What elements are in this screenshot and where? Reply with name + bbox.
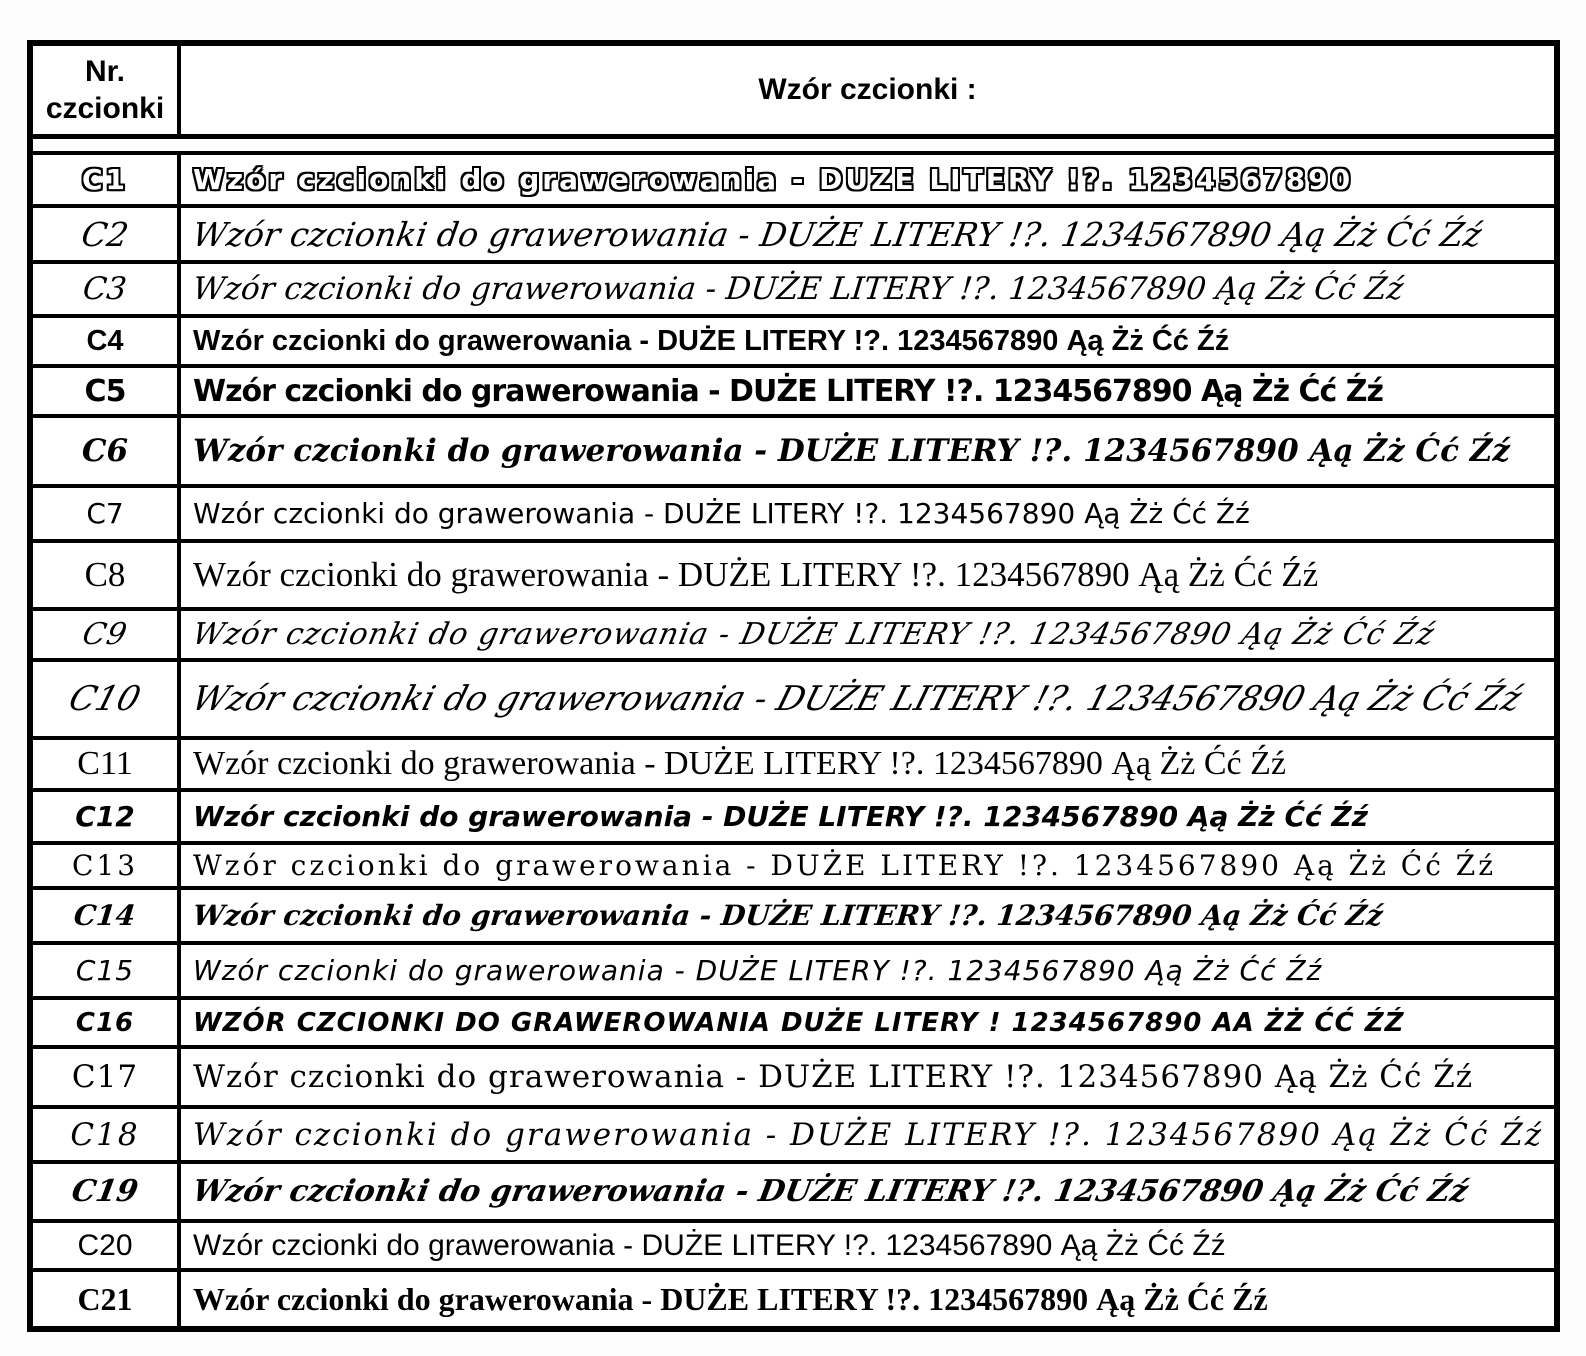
font-sample-cell (181, 890, 1554, 941)
table-row (33, 792, 1554, 845)
font-sample-text: Wzór czcionki do grawerowania - DUŻE LITERY !?. 1234567890 Ąą Żż Ćć Źź (187, 679, 1526, 719)
font-number: C12 (75, 800, 135, 833)
font-sample-text: Wzór czcionki do grawerowania - DUŻE LITERY !?. 1234567890 Ąą Żż Ćć Źź (193, 745, 1286, 782)
font-number: C6 (81, 433, 129, 469)
font-number-cell (33, 792, 181, 841)
font-sample-cell (181, 1164, 1554, 1219)
column-header-font-sample (181, 46, 1554, 134)
table-row (33, 1109, 1554, 1164)
font-sample-text: Wzór czcionki do grawerowania - DUŻE LITERY !?. 1234567890 Ąą Żż Ćć Źź (191, 271, 1405, 307)
font-sample-text: Wzór czcionki do grawerowania - DUŻE LITERY !?. 1234567890 Ąą Żż Ćć Źź (193, 1059, 1474, 1095)
table-row (33, 368, 1554, 418)
font-number-cell (33, 1272, 181, 1326)
font-number: C4 (86, 324, 124, 357)
font-number-cell (33, 945, 181, 996)
font-number: C16 (75, 1007, 135, 1038)
font-sample-text: Wzór czcionki do grawerowania - DUŻE LITERY !?. 1234567890 Ąą Żż Ćć Źź (193, 954, 1323, 987)
table-row (33, 662, 1554, 740)
font-sample-cell (181, 368, 1554, 414)
font-number: C21 (77, 1280, 133, 1317)
font-number-cell (33, 543, 181, 607)
font-number: C13 (71, 849, 139, 882)
font-sample-cell (181, 418, 1554, 484)
font-sample-table (27, 40, 1560, 1332)
font-sample-text: Wzór czcionki do grawerowania - DUŻE LITERY !?. 1234567890 Ąą Żż Ćć Źź (193, 497, 1250, 530)
spacer-row (33, 139, 1554, 155)
table-row (33, 1164, 1554, 1223)
font-sample-cell (181, 1272, 1554, 1326)
font-sample-text: Wzór czcionki do grawerowania - DUŻE LITERY !?. 1234567890 Ąą Żż Ćć Źź (193, 1228, 1226, 1262)
font-sample-text: Wzór czcionki do grawerowania - DUŻE LITERY !?. 1234567890 Ąą Żż Ćć Źź (193, 324, 1230, 357)
table-row (33, 890, 1554, 945)
font-number-cell (33, 1109, 181, 1160)
font-sample-text: Wzór czcionki do grawerowania - DUŻE LITERY !?. 1234567890 Ąą Żż Ćć Źź (193, 1280, 1268, 1317)
font-sample-text: Wzór czcionki do grawerowania - DUŻE LITERY !?. 1234567890 Ąą Żż Ćć Źź (193, 373, 1383, 409)
font-sample-text: Wzór czcionki do grawerowania - DUŻE LITERY !?. 1234567890 Ąą Żż Ćć Źź (193, 555, 1319, 594)
font-number-cell (33, 318, 181, 364)
table-row (33, 945, 1554, 1000)
font-number: C2 (78, 214, 132, 254)
table-row (33, 740, 1554, 792)
font-number: C5 (84, 373, 126, 409)
table-row (33, 1049, 1554, 1109)
font-number-cell (33, 1164, 181, 1219)
column-header-font-number (33, 46, 181, 134)
font-sample-cell (181, 488, 1554, 539)
font-number-cell (33, 740, 181, 788)
font-number: C1 (81, 163, 129, 196)
font-sample-cell (181, 264, 1554, 314)
font-sample-text: Wzór czcionki do grawerowania - DUŻE LITERY !?. 1234567890 Ąą Żż Ćć Źź (193, 800, 1368, 833)
font-sample-cell (181, 1000, 1554, 1045)
table-row (33, 264, 1554, 318)
font-number: C9 (79, 617, 131, 652)
font-number: C15 (75, 954, 135, 987)
font-sample-cell (181, 792, 1554, 841)
font-sample-text: Wzór czcionki do grawerowania - DUŻE LITERY !?. 1234567890 Ąą Żż Ćć Źź (189, 1174, 1471, 1209)
column-header-font-number-line2: czcionki (45, 92, 165, 125)
font-sample-cell (181, 155, 1554, 204)
font-number-cell (33, 845, 181, 886)
font-sample-text: Wzór czcionki do grawerowania - DUŻE LITERY !?. 1234567890 Ąą Żż Ćć Źź (191, 899, 1385, 932)
font-sample-text: Wzór czcionki do grawerowania - DUŻE LITERY !?. 1234567890 Ąą Żż Ćć Źź (189, 214, 1485, 254)
table-row (33, 318, 1554, 368)
font-number: C20 (77, 1228, 133, 1262)
font-number: C18 (70, 1116, 140, 1153)
font-sample-text: WZÓR CZCIONKI DO GRAWEROWANIA DUŻE LITERY ! 1234567890 AA ŻŻ ĆĆ ŹŹ (193, 1007, 1405, 1038)
font-sample-cell (181, 1109, 1554, 1160)
font-number-cell (33, 208, 181, 260)
font-sample-cell (181, 1049, 1554, 1105)
font-number: C10 (64, 679, 146, 719)
font-sample-text: Wzór czcionki do grawerowania - DUŻE LITERY !?. 1234567890 Ąą Żż Ćć Źź (193, 433, 1510, 469)
font-number-cell (33, 1049, 181, 1105)
font-sample-cell (181, 543, 1554, 607)
table-row (33, 845, 1554, 890)
font-number: C7 (86, 497, 124, 530)
font-number: C14 (72, 899, 138, 932)
font-number-cell (33, 155, 181, 204)
font-number-cell (33, 1000, 181, 1045)
font-number: C8 (84, 555, 126, 594)
font-sample-text: Wzór czcionki do grawerowania - DUŻE LITERY !?. 1234567890 Ąą Żż Ćć Źź (193, 849, 1496, 882)
table-row (33, 1223, 1554, 1272)
table-row (33, 543, 1554, 611)
table-row (33, 418, 1554, 488)
font-sample-cell (181, 1223, 1554, 1268)
font-number: C19 (69, 1174, 141, 1209)
font-number-cell (33, 662, 181, 736)
column-header-font-number-line1: Nr. (84, 54, 126, 88)
font-number: C17 (71, 1059, 139, 1095)
font-number-cell (33, 890, 181, 941)
font-sample-cell (181, 945, 1554, 996)
font-number-cell (33, 418, 181, 484)
font-sample-text: Wzór czcionki do grawerowania - DUZE LITERY !?. 1234567890 (193, 163, 1354, 196)
font-sample-text: Wzór czcionki do grawerowania - DUŻE LITERY !?. 1234567890 Ąą Żż Ćć Źź (193, 1116, 1544, 1153)
font-sample-cell (181, 611, 1554, 658)
table-row (33, 1000, 1554, 1049)
table-body (33, 155, 1554, 1326)
table-row (33, 155, 1554, 208)
font-sample-cell (181, 740, 1554, 788)
font-sample-cell (181, 318, 1554, 364)
table-row (33, 208, 1554, 264)
font-sample-cell (181, 662, 1554, 736)
table-row (33, 488, 1554, 543)
font-number-cell (33, 611, 181, 658)
font-number-cell (33, 1223, 181, 1268)
font-number: C3 (81, 271, 129, 307)
font-sample-cell (181, 208, 1554, 260)
font-sample-text: Wzór czcionki do grawerowania - DUŻE LITERY !?. 1234567890 Ąą Żż Ćć Źź (189, 617, 1438, 652)
font-number: C11 (77, 745, 133, 782)
font-number-cell (33, 488, 181, 539)
table-header-row (33, 46, 1554, 139)
table-row (33, 611, 1554, 662)
font-number-cell (33, 368, 181, 414)
font-number-cell (33, 264, 181, 314)
table-row (33, 1272, 1554, 1326)
column-header-font-sample-label: Wzór czcionki : (758, 73, 977, 106)
font-sample-cell (181, 845, 1554, 886)
